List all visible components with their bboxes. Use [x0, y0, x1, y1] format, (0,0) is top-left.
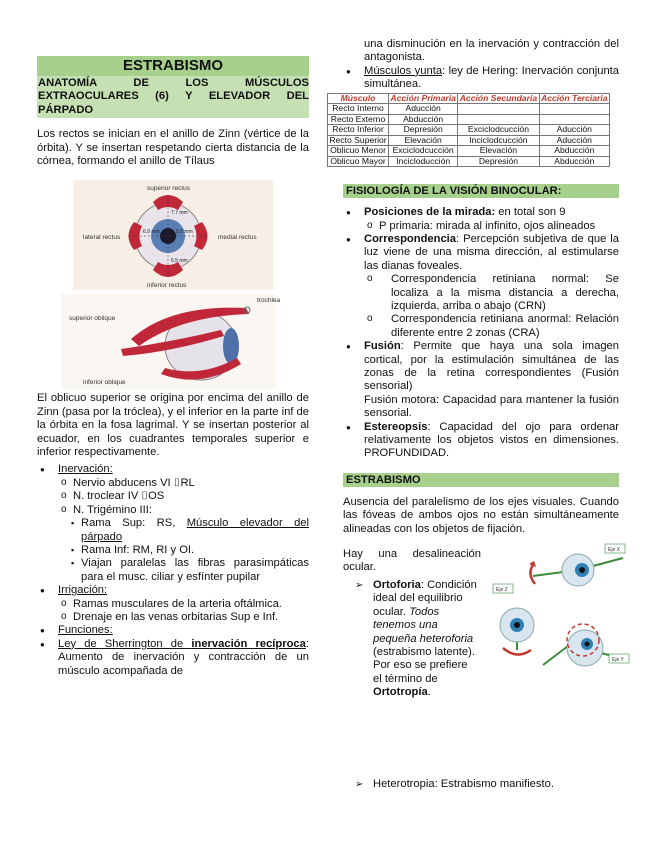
list-item — [37, 624, 309, 637]
list-item: o P primaria: mirada al infinito, ojos alineados — [343, 220, 619, 233]
list-item: ▪ Viajan paralelas las fibras parasimpáticas para el musc. ciliar y esfínter pupilar — [37, 557, 309, 584]
section-anatomy-heading: ANATOMÍA DE LOS MÚSCULOS EXTRAOCULARES (6) Y ELEVADOR DEL PÁRPADO — [37, 76, 309, 118]
table-cell: Aducción — [389, 104, 458, 115]
list-item: o N. Trigémino III: — [37, 504, 309, 517]
table-header: Acción Terciaria — [541, 92, 608, 103]
list-item — [37, 463, 309, 476]
list-item: ▪ Rama Inf: RM, RI y OI. — [37, 544, 309, 557]
table-cell: Recto Inferior — [328, 125, 389, 136]
table-cell: Abducción — [539, 146, 609, 157]
funciones-heading: Funciones: — [58, 624, 113, 637]
table-row — [328, 104, 610, 115]
para-continuation: una disminución en la inervación y contracción del antagonista. — [364, 38, 619, 64]
list-item: ● Fusión: Permite que haya una sola imagen cortical, por la estimulación simultánea de las zonas de la retina correspondientes (Fusión sensorial) — [343, 340, 619, 394]
table-row — [328, 156, 610, 167]
table-cell: Recto Interno — [328, 104, 389, 115]
table-header: Acción Secundaria — [459, 92, 538, 103]
para-estrabismo: Ausencia del paralelismo de los ejes visuales. Cuando las fóveas de ambos ojos no están simultáneamente alineadas con los objetos de fijación. — [343, 495, 619, 535]
para-desalineacion: Hay una desalineación ocular. — [343, 548, 481, 574]
list-item: o Ramas musculares de la arteria oftálmica. — [37, 598, 309, 611]
label-inferior-rectus: inferior rectus — [147, 282, 187, 290]
list-item: ● Músculos yunta: ley de Hering: Inervación conjunta simultánea. — [343, 65, 619, 92]
oblique-muscles-illustration — [61, 294, 281, 389]
oblique-muscles-figure — [61, 294, 281, 389]
table-body — [328, 104, 610, 167]
eye-left — [500, 608, 534, 655]
table-cell: Inciclodcucción — [458, 135, 539, 146]
table-row — [328, 135, 610, 146]
left-column — [37, 56, 309, 678]
table-cell: Oblicuo Mayor — [328, 156, 389, 167]
table-header-row — [328, 93, 610, 104]
list-item: o Correspondencia retiniana normal: Se localiza a la misma distancia a derecha, izquierda, arriba o abajo (CRN) — [343, 273, 619, 313]
table-cell: Depresión — [389, 125, 458, 136]
table-cell: Aducción — [539, 125, 609, 136]
list-item: o Drenaje en las venas orbitarias Sup e Inf. — [37, 611, 309, 624]
table-cell: Oblicuo Menor — [328, 146, 389, 157]
section-fisiologia-heading: FISIOLOGÍA DE LA VISIÓN BINOCULAR: — [343, 184, 619, 198]
list-item: ▪ Rama Sup: RS, Músculo elevador del párpado — [37, 517, 309, 544]
label-eje-x: Eje X — [608, 547, 620, 554]
list-item: o Correspondencia retiniana anormal: Relación diferente entre 2 zonas (CRA) — [343, 313, 619, 340]
list-item: Fusión motora: Capacidad para mantener la fusión sensorial. — [364, 393, 619, 420]
label-superior-rectus: superior rectus — [147, 185, 190, 193]
estrabismo-block — [343, 547, 624, 728]
table-cell: Depresión — [458, 156, 539, 167]
table-cell: Abducción — [539, 156, 609, 167]
list-item: ● Posiciones de la mirada: en total son 9 — [343, 206, 619, 219]
list-item: o Nervio abducens VI ⌷RL — [37, 477, 309, 490]
table-cell: Recto Superior — [329, 134, 387, 145]
list-item: ● Estereopsis: Capacidad del ojo para ordenar relativamente los objetos vistos en dimensiones. PROFUNDIDAD. — [343, 421, 619, 461]
distance-inferior: 6.5 mm — [171, 258, 188, 265]
rectus-muscles-illustration — [73, 180, 273, 290]
table-header: Músculo — [328, 93, 389, 104]
distance-superior: 7.7 mm — [171, 210, 188, 217]
table-cell: Aducción — [539, 135, 609, 146]
table-cell — [539, 114, 609, 125]
table-row — [328, 114, 610, 125]
list-item: o N. troclear IV ⌷OS — [37, 490, 309, 503]
fisiologia-list — [343, 206, 619, 461]
label-medial-rectus: medial rectus — [218, 234, 257, 242]
label-eje-y: Eje Y — [612, 657, 624, 664]
irrigacion-heading: Irrigación: — [58, 584, 108, 597]
table-cell: Elevación — [389, 135, 458, 146]
list-item — [37, 584, 309, 597]
table-cell: Exciclodcucción — [389, 146, 458, 157]
distance-medial: 5.5 mm — [176, 229, 193, 236]
table-cell: Recto Externo — [328, 114, 389, 125]
yunta-list — [343, 65, 619, 92]
table-cell — [458, 104, 539, 115]
table-header: Acción Primaria — [390, 92, 456, 103]
label-superior-oblique: superior oblique — [69, 315, 116, 323]
muscle-actions-table — [327, 93, 610, 168]
table-cell: Exciclodcucción — [458, 125, 539, 136]
table-cell: Incicloducción — [389, 156, 458, 167]
inervacion-heading: Inervación: — [58, 463, 113, 476]
list-item: ➢ Ortoforia: Condición ideal del equilibrio ocular. Todos tenemos una pequeña heteroforia (estrabismo latente). Por eso se prefiere el término de Ortotropía. — [343, 579, 477, 700]
table-cell — [458, 114, 539, 125]
label-lateral-rectus: lateral rectus — [83, 234, 121, 242]
table-cell: Abducción — [389, 114, 458, 125]
eye-axes-illustration — [493, 540, 633, 685]
list-item: ➢ Heterotropia: Estrabismo manifiesto. — [343, 778, 619, 791]
label-trochlea: trochlea — [257, 297, 281, 305]
rectus-muscles-figure — [73, 180, 273, 290]
para-rectos: Los rectos se inician en el anillo de Zinn (vértice de la órbita). Y se insertan respetando cierta distancia de la córnea, formando el anillo de Tílaus — [37, 128, 309, 168]
label-eje-z: Eje Z — [496, 587, 508, 594]
label-inferior-oblique: inferior oblique — [83, 379, 126, 387]
list-item: ● Correspondencia: Percepción subjetiva de que la luz viene de una misma dirección, al estimularse las dianas foveales. — [343, 233, 619, 273]
eye-top — [529, 554, 623, 586]
section-estrabismo-heading: ESTRABISMO — [343, 473, 619, 487]
table-cell: Elevación — [458, 146, 539, 157]
table-row — [328, 125, 610, 136]
heterotropia-list — [343, 778, 619, 791]
para-oblicuos: El oblicuo superior se origina por encima del anillo de Zinn (pasa por la tróclea), y el inferior en la parte inf de la órbita en la fosa lagrimal. Y se insertan posterior al ecuador, en los cuadrantes temporales superior e inferior respectivamente. — [37, 392, 309, 459]
list-item: ● Ley de Sherrington de inervación recíproca: Aumento de inervación y contracción de un músculo acompañada de — [37, 638, 309, 678]
table-row — [328, 146, 610, 157]
page-title: ESTRABISMO — [37, 56, 309, 76]
anatomy-bullets — [37, 463, 309, 678]
right-column — [329, 38, 624, 728]
table-cell — [539, 104, 609, 115]
distance-lateral: 6.9 mm — [143, 229, 160, 236]
